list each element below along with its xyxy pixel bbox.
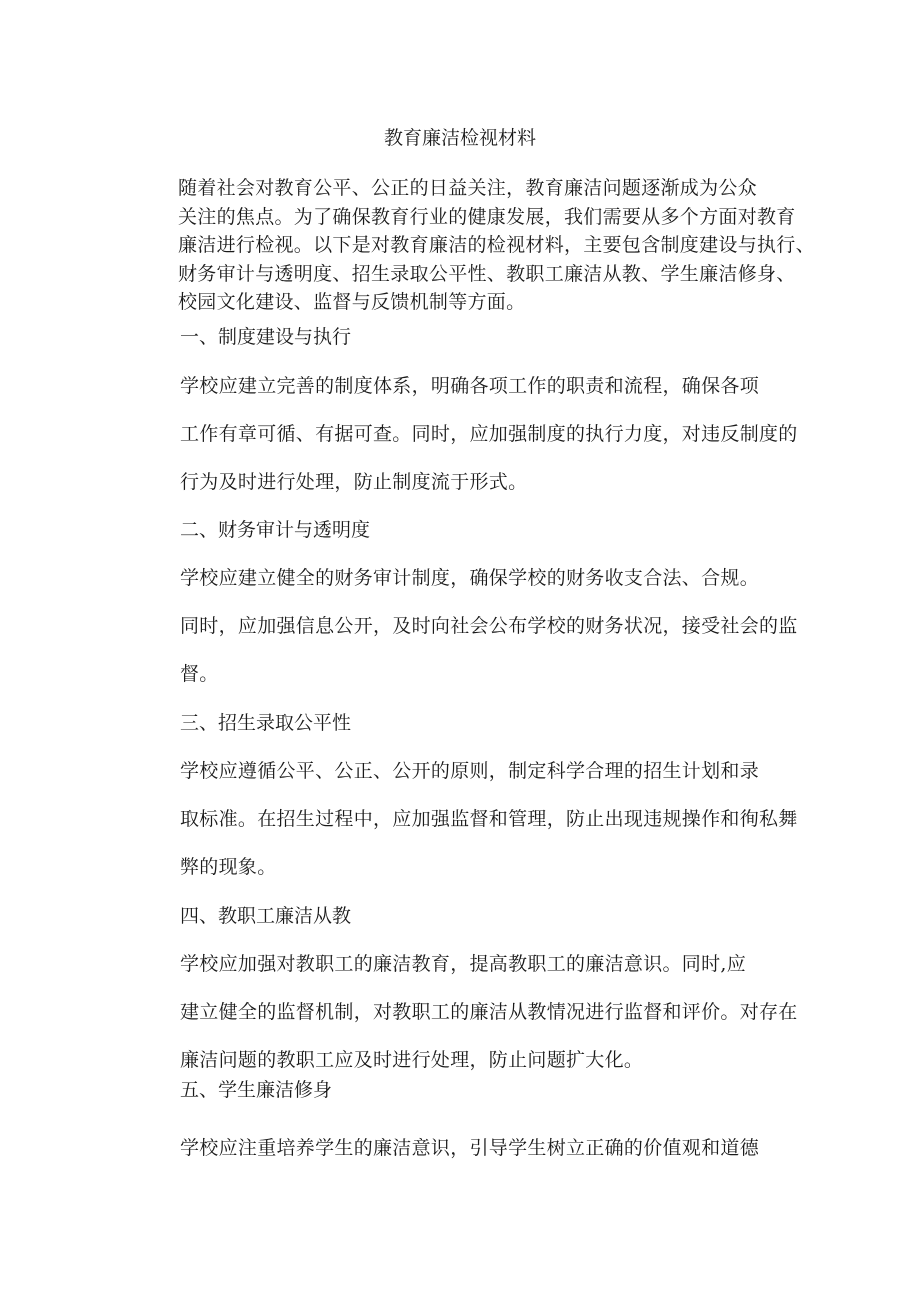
intro-line: 随着社会对教育公平、公正的日益关注，教育廉洁问题逐渐成为公众 xyxy=(178,177,758,199)
section-heading-staff-integrity: 四、教职工廉洁从教 xyxy=(180,905,352,927)
paragraph-line: 学校应遵循公平、公正、公开的原则，制定科学合理的招生计划和录 xyxy=(180,760,760,782)
section-paragraph-financial-audit xyxy=(138,554,798,698)
intro-paragraph xyxy=(138,174,815,317)
paragraph-line: 同时，应加强信息公开，及时向社会公布学校的财务状况，接受社会的监 xyxy=(180,615,798,637)
document-title: 教育廉洁检视材料 xyxy=(383,127,536,149)
intro-line: 廉洁进行检视。以下是对教育廉洁的检视材料，主要包含制度建设与执行、 xyxy=(178,234,815,256)
paragraph-line: 学校应建立完善的制度体系，明确各项工作的职责和流程，确保各项 xyxy=(180,375,760,397)
intro-line: 关注的焦点。为了确保教育行业的健康发展，我们需要从多个方面对教育 xyxy=(178,205,796,228)
paragraph-line: 学校应加强对教职工的廉洁教育，提高教职工的廉洁意识。同时,应 xyxy=(180,953,747,975)
paragraph-line: 学校应注重培养学生的廉洁意识，引导学生树立正确的价值观和道德 xyxy=(180,1137,760,1159)
intro-line: 校园文化建设、监督与反馈机制等方面。 xyxy=(178,291,526,313)
section-heading-financial-audit: 二、财务审计与透明度 xyxy=(180,519,371,541)
paragraph-line: 建立健全的监督机制，对教职工的廉洁从教情况进行监督和评价。对存在 xyxy=(180,1001,798,1023)
paragraph-line: 督。 xyxy=(180,663,219,685)
paragraph-line: 取标准。在招生过程中，应加强监督和管理，防止出现违规操作和徇私舞 xyxy=(180,808,798,830)
paragraph-line: 工作有章可循、有据可查。同时，应加强制度的执行力度，对违反制度的 xyxy=(180,423,798,445)
section-heading-admission-fairness: 三、招生录取公平性 xyxy=(180,712,352,734)
paragraph-line: 学校应建立健全的财务审计制度，确保学校的财务收支合法、合规。 xyxy=(180,567,760,589)
paragraph-line: 行为及时进行处理，防止制度流于形式。 xyxy=(180,471,528,493)
paragraph-line: 弊的现象。 xyxy=(180,856,277,878)
section-paragraph-student-integrity xyxy=(138,1124,792,1172)
intro-line: 财务审计与透明度、招生录取公平性、教职工廉洁从教、学生廉洁修身、 xyxy=(178,262,796,285)
section-heading-student-integrity: 五、学生廉洁修身 xyxy=(180,1079,333,1101)
section-paragraph-system-building xyxy=(138,362,798,506)
section-paragraph-staff-integrity xyxy=(138,940,798,1084)
paragraph-line: 廉洁问题的教职工应及时进行处理，防止问题扩大化。 xyxy=(180,1049,644,1071)
section-paragraph-admission-fairness xyxy=(138,747,798,891)
section-heading-system-building: 一、制度建设与执行 xyxy=(180,326,352,348)
